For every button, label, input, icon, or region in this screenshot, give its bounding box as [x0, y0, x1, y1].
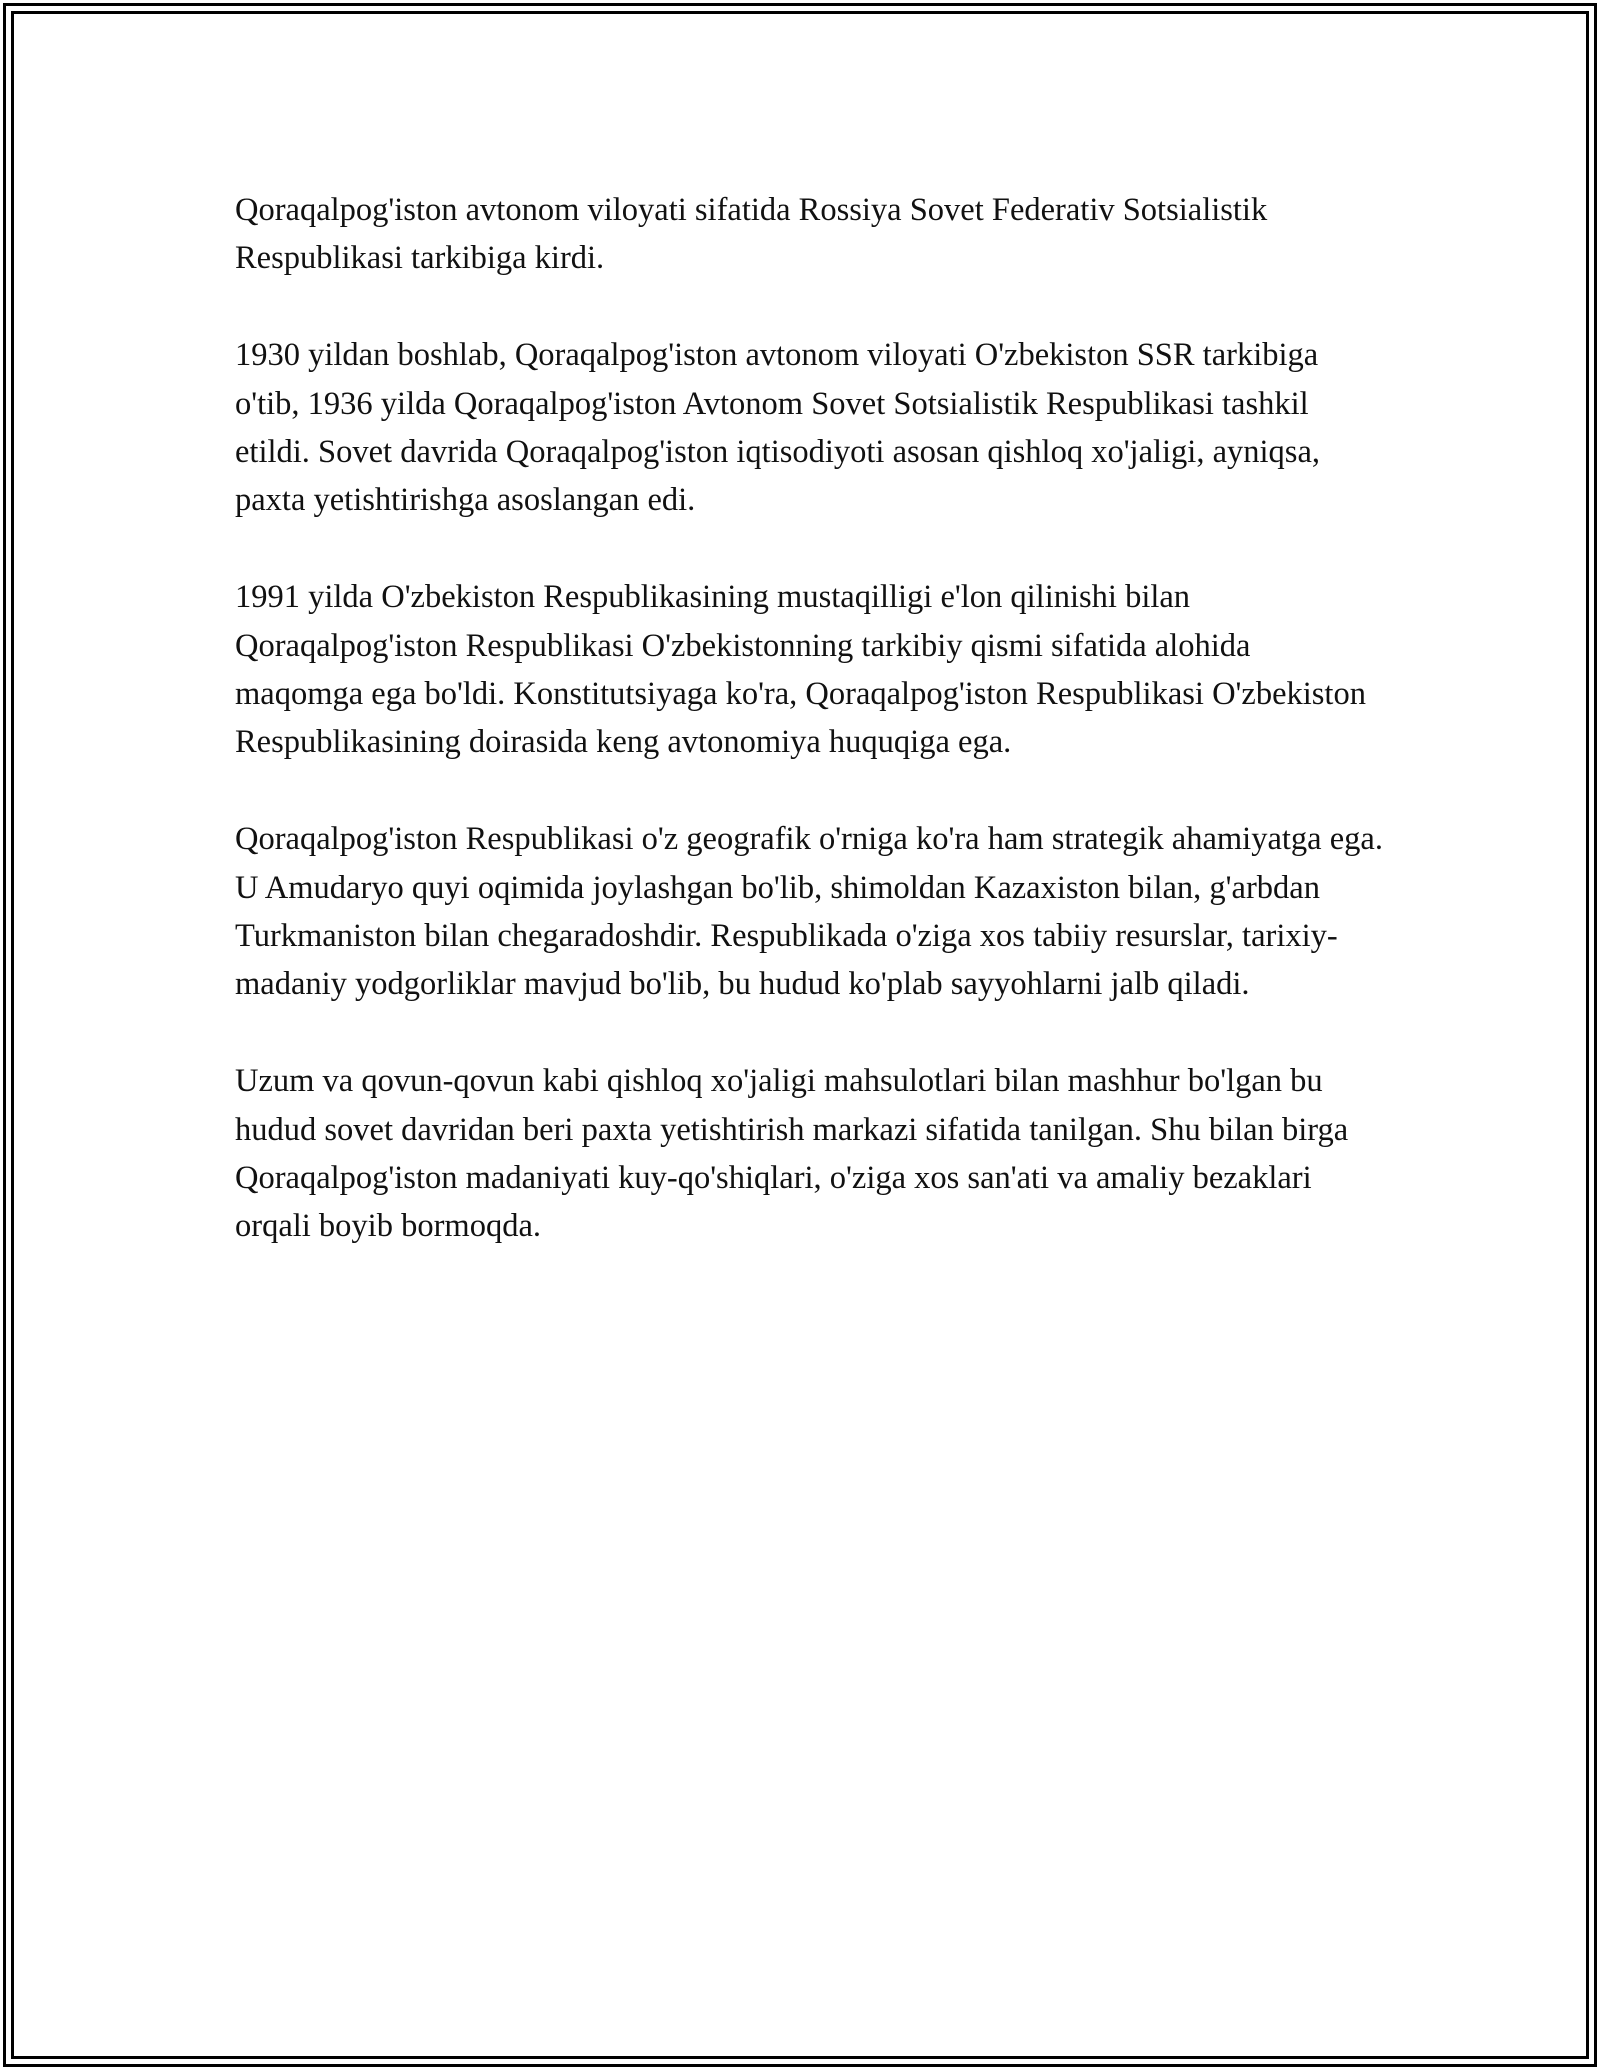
paragraph-5: Uzum va qovun-qovun kabi qishloq xo'jaligi mahsulotlari bilan mashhur bo'lgan bu hudud sovet davridan beri paxta yetishtirish markazi sifatida tanilgan. Shu bilan birga Qoraqalpog'iston madaniyati kuy-qo'shiqlari, o'ziga xos san'ati va amaliy bezaklari orqali boyib bormoqda.	[235, 1063, 1349, 1245]
paragraph-2: 1930 yildan boshlab, Qoraqalpog'iston avtonom viloyati O'zbekiston SSR tarkibiga o'tib, 1936 yilda Qoraqalpog'iston Avtonom Sovet Sotsialistik Respublikasi tashkil etildi. Sovet davrida Qoraqalpog'iston iqtisodiyoti asosan qishloq xo'jaligi, ayniqsa, paxta yetishtirishga asoslangan edi.	[235, 337, 1320, 519]
paragraph-4: Qoraqalpog'iston Respublikasi o'z geografik o'rniga ko'ra ham strategik ahamiyatga ega. U Amudaryo quyi oqimida joylashgan bo'lib, shimoldan Kazaxiston bilan, g'arbdan Turkmaniston bilan chegaradoshdir. Respublikada o'ziga xos tabiiy resurslar, tarixiy-madaniy yodgorliklar mavjud bo'lib, bu hudud ko'plab sayyohlarni jalb qiladi.	[235, 821, 1383, 1003]
document-body	[235, 186, 1385, 1299]
paragraph-1: Qoraqalpog'iston avtonom viloyati sifatida Rossiya Sovet Federativ Sotsialistik Respublikasi tarkibiga kirdi.	[235, 192, 1268, 277]
paragraph-3: 1991 yilda O'zbekiston Respublikasining mustaqilligi e'lon qilinishi bilan Qoraqalpog'iston Respublikasi O'zbekistonning tarkibiy qismi sifatida alohida maqomga ega bo'ldi. Konstitutsiyaga ko'ra, Qoraqalpog'iston Respublikasi O'zbekiston Respublikasining doirasida keng avtonomiya huquqiga ega.	[235, 579, 1366, 761]
